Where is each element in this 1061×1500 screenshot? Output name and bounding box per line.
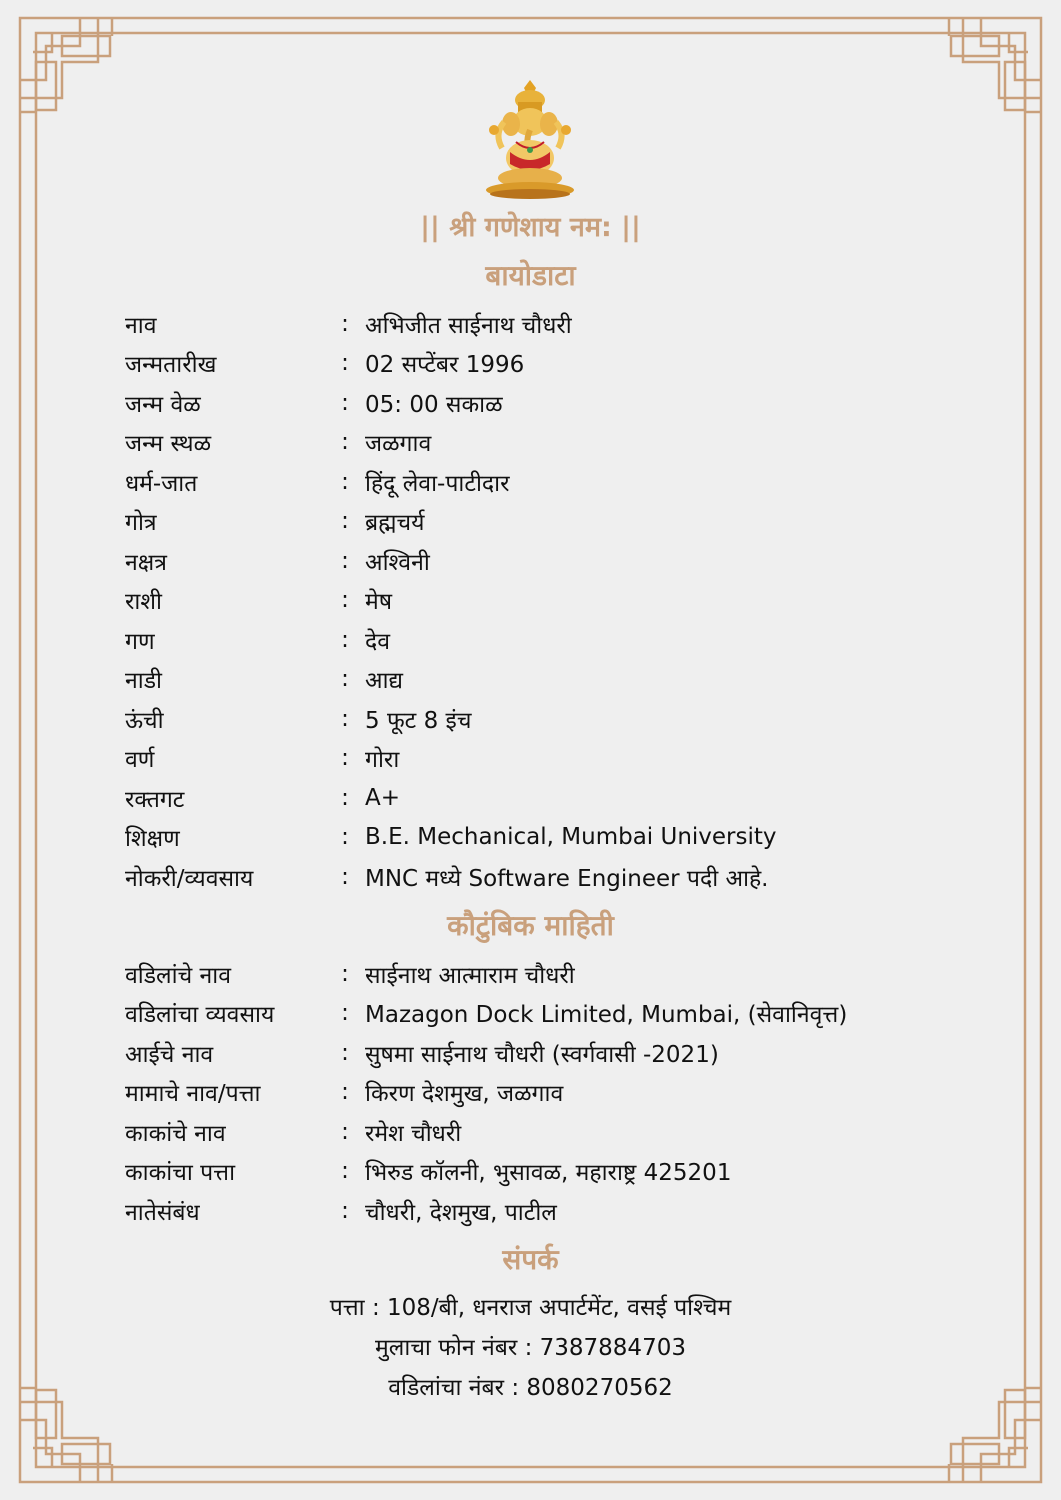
family-row-uncle-address bbox=[125, 1152, 945, 1192]
contact-block bbox=[0, 1288, 1061, 1408]
detail-value: हिंदू लेवा-पाटीदार bbox=[365, 470, 510, 497]
detail-separator: : bbox=[341, 626, 349, 653]
detail-row-birth-place bbox=[125, 423, 945, 463]
detail-label: काकांचा पत्ता bbox=[125, 1160, 236, 1187]
detail-value: A+ bbox=[365, 784, 401, 811]
contact-son-phone: मुलाचा फोन नंबर : 7387884703 bbox=[375, 1335, 686, 1361]
mantra-heading: || श्री गणेशाय नम: || bbox=[420, 212, 641, 243]
detail-separator: : bbox=[341, 745, 349, 772]
detail-row-complexion bbox=[125, 739, 945, 779]
detail-value: ब्रह्मचर्य bbox=[365, 510, 425, 537]
detail-value: B.E. Mechanical, Mumbai University bbox=[365, 824, 777, 851]
detail-label: वर्ण bbox=[125, 747, 155, 774]
detail-label: जन्म वेळ bbox=[125, 391, 201, 418]
detail-row-name bbox=[125, 304, 945, 344]
detail-value: Mazagon Dock Limited, Mumbai, (सेवानिवृत्त) bbox=[365, 1002, 848, 1029]
detail-label: धर्म-जात bbox=[125, 470, 198, 497]
detail-separator: : bbox=[341, 784, 349, 811]
detail-separator: : bbox=[341, 350, 349, 377]
detail-value: अश्विनी bbox=[365, 549, 430, 576]
detail-label: शिक्षण bbox=[125, 826, 180, 853]
detail-separator: : bbox=[341, 960, 349, 987]
detail-separator: : bbox=[341, 508, 349, 535]
detail-label: नातेसंबंध bbox=[125, 1199, 200, 1226]
detail-value: 5 फूट 8 इंच bbox=[365, 707, 472, 734]
family-details-list bbox=[125, 954, 945, 1231]
detail-row-nakshatra bbox=[125, 541, 945, 581]
detail-separator: : bbox=[341, 1000, 349, 1027]
detail-label: काकांचे नाव bbox=[125, 1120, 226, 1147]
detail-value: MNC मध्ये Software Engineer पदी आहे. bbox=[365, 865, 769, 892]
detail-row-rashi bbox=[125, 581, 945, 621]
detail-label: राशी bbox=[125, 589, 162, 616]
contact-father-phone: वडिलांचा नंबर : 8080270562 bbox=[388, 1375, 673, 1401]
personal-details-list bbox=[125, 304, 945, 897]
detail-row-education bbox=[125, 818, 945, 858]
family-info-title: कौटुंबिक माहिती bbox=[447, 909, 614, 942]
detail-label: जन्म स्थळ bbox=[125, 431, 212, 458]
ganesha-idol-icon bbox=[480, 78, 580, 200]
detail-separator: : bbox=[341, 547, 349, 574]
detail-value: किरण देशमुख, जळगाव bbox=[365, 1081, 564, 1108]
contact-address: पत्ता : 108/बी, धनराज अपार्टमेंट, वसई पश्चिम bbox=[329, 1295, 732, 1321]
detail-label: गण bbox=[125, 628, 155, 655]
detail-separator: : bbox=[341, 429, 349, 456]
detail-separator: : bbox=[341, 1158, 349, 1185]
detail-separator: : bbox=[341, 863, 349, 890]
detail-label: मामाचे नाव/पत्ता bbox=[125, 1081, 261, 1108]
detail-row-occupation bbox=[125, 857, 945, 897]
detail-separator: : bbox=[341, 1039, 349, 1066]
detail-value: जळगाव bbox=[365, 431, 432, 458]
detail-label: वडिलांचा व्यवसाय bbox=[125, 1002, 275, 1029]
detail-value: देव bbox=[365, 628, 391, 655]
detail-value: सुषमा साईनाथ चौधरी (स्वर्गवासी -2021) bbox=[365, 1041, 719, 1068]
family-row-mother-name bbox=[125, 1033, 945, 1073]
detail-row-height bbox=[125, 699, 945, 739]
detail-separator: : bbox=[341, 1118, 349, 1145]
detail-label: वडिलांचे नाव bbox=[125, 962, 232, 989]
detail-row-birthdate bbox=[125, 344, 945, 384]
detail-separator: : bbox=[341, 468, 349, 495]
detail-label: नोकरी/व्यवसाय bbox=[125, 865, 254, 892]
family-row-relations bbox=[125, 1191, 945, 1231]
detail-value: चौधरी, देशमुख, पाटील bbox=[365, 1199, 557, 1226]
detail-label: गोत्र bbox=[125, 510, 157, 537]
contact-title: संपर्क bbox=[502, 1243, 559, 1276]
detail-row-birth-time bbox=[125, 383, 945, 423]
detail-value: गोरा bbox=[365, 747, 400, 774]
detail-value: मेष bbox=[365, 589, 393, 616]
detail-separator: : bbox=[341, 1197, 349, 1224]
detail-row-nadi bbox=[125, 660, 945, 700]
detail-separator: : bbox=[341, 310, 349, 337]
detail-value: अभिजीत साईनाथ चौधरी bbox=[365, 312, 572, 339]
family-row-maternal-uncle bbox=[125, 1073, 945, 1113]
family-row-uncle-name bbox=[125, 1112, 945, 1152]
detail-separator: : bbox=[341, 666, 349, 693]
detail-value: आद्य bbox=[365, 668, 403, 695]
detail-row-gan bbox=[125, 620, 945, 660]
detail-label: जन्मतारीख bbox=[125, 352, 217, 379]
family-row-father-occupation bbox=[125, 994, 945, 1034]
detail-separator: : bbox=[341, 705, 349, 732]
detail-label: नाव bbox=[125, 312, 157, 339]
detail-separator: : bbox=[341, 587, 349, 614]
detail-label: नाडी bbox=[125, 668, 162, 695]
detail-separator: : bbox=[341, 389, 349, 416]
detail-row-blood-group bbox=[125, 778, 945, 818]
detail-value: रमेश चौधरी bbox=[365, 1120, 462, 1147]
detail-separator: : bbox=[341, 1079, 349, 1106]
detail-label: ऊंची bbox=[125, 707, 164, 734]
detail-label: नक्षत्र bbox=[125, 549, 167, 576]
detail-row-religion-caste bbox=[125, 462, 945, 502]
detail-separator: : bbox=[341, 824, 349, 851]
biodata-title: बायोडाटा bbox=[485, 259, 576, 292]
detail-value: 02 सप्टेंबर 1996 bbox=[365, 352, 525, 379]
detail-row-gotra bbox=[125, 502, 945, 542]
detail-value: भिरुड कॉलनी, भुसावळ, महाराष्ट्र 425201 bbox=[365, 1160, 732, 1187]
detail-value: 05: 00 सकाळ bbox=[365, 391, 503, 418]
detail-label: आईचे नाव bbox=[125, 1041, 214, 1068]
family-row-father-name bbox=[125, 954, 945, 994]
detail-value: साईनाथ आत्माराम चौधरी bbox=[365, 962, 575, 989]
detail-label: रक्तगट bbox=[125, 786, 185, 813]
